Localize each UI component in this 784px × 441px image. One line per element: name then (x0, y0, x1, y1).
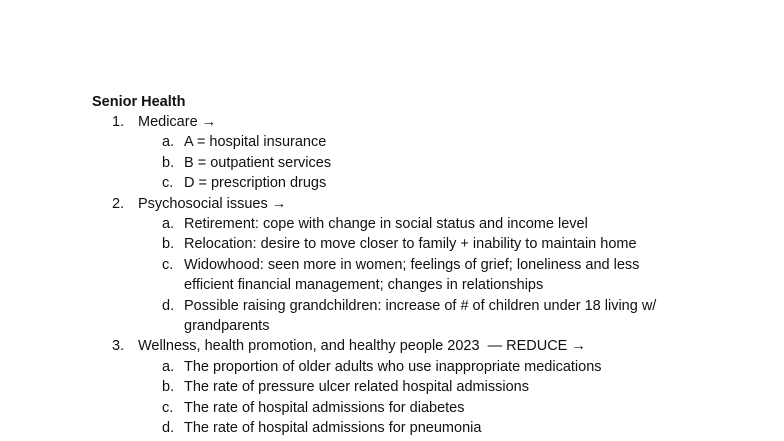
sub-list-item (92, 153, 772, 173)
sub-list-text: Possible raising grandchildren: increase of # of children under 18 living w/ grandparents (184, 297, 657, 335)
sub-list-letter: b. (162, 379, 175, 396)
sub-list-letter: d. (162, 420, 175, 437)
sub-list-letter: a. (162, 216, 175, 233)
sub-list-text: A = hospital insurance (184, 134, 327, 151)
sub-list-text: The proportion of older adults who use inappropriate medications (184, 358, 602, 375)
sub-list-letter: b. (162, 154, 175, 171)
list-item-medicare (92, 112, 772, 132)
sub-list-text: The rate of hospital admissions for pneumonia (184, 420, 482, 437)
list-item-title: Psychosocial issues → (138, 195, 287, 212)
sub-list-text: D = prescription drugs (184, 175, 327, 192)
sub-list-text: The rate of pressure ulcer related hospital admissions (184, 379, 529, 396)
list-item-psychosocial (92, 194, 772, 214)
sub-list-item (92, 296, 772, 337)
list-number: 1. (112, 114, 125, 130)
page-title: Senior Health (92, 94, 186, 110)
sub-list-item (92, 418, 772, 438)
sub-list-letter: d. (162, 297, 175, 314)
list-number: 3. (112, 338, 125, 355)
sub-list-text: Widowhood: seen more in women; feelings of grief; loneliness and less efficient financial management; changes in relationships (184, 256, 640, 294)
list-item-title: Wellness, health promotion, and healthy people 2023 — REDUCE → (138, 338, 586, 355)
document-body (92, 92, 772, 439)
list-number: 2. (112, 195, 125, 212)
list-item-title: Medicare → (138, 114, 217, 130)
sub-list-text: The rate of hospital admissions for diabetes (184, 399, 465, 416)
sub-list-letter: c. (162, 175, 174, 192)
sub-list-item (92, 377, 772, 397)
sub-list-letter: c. (162, 399, 174, 416)
sub-list-item (92, 255, 772, 296)
sub-list-letter: a. (162, 134, 175, 151)
sub-list-letter: a. (162, 358, 175, 375)
sub-list-item (92, 132, 772, 152)
sub-list-text: B = outpatient services (184, 154, 332, 171)
sub-list-item (92, 214, 772, 234)
sub-list-text: Retirement: cope with change in social status and income level (184, 216, 588, 233)
list-item-wellness (92, 336, 772, 356)
sub-list-letter: b. (162, 236, 175, 253)
sub-list-item (92, 357, 772, 377)
sub-list-item (92, 398, 772, 418)
sub-list-item (92, 234, 772, 254)
sub-list-letter: c. (162, 256, 174, 273)
sub-list-text: Relocation: desire to move closer to family + inability to maintain home (184, 236, 637, 253)
sub-list-item (92, 173, 772, 193)
